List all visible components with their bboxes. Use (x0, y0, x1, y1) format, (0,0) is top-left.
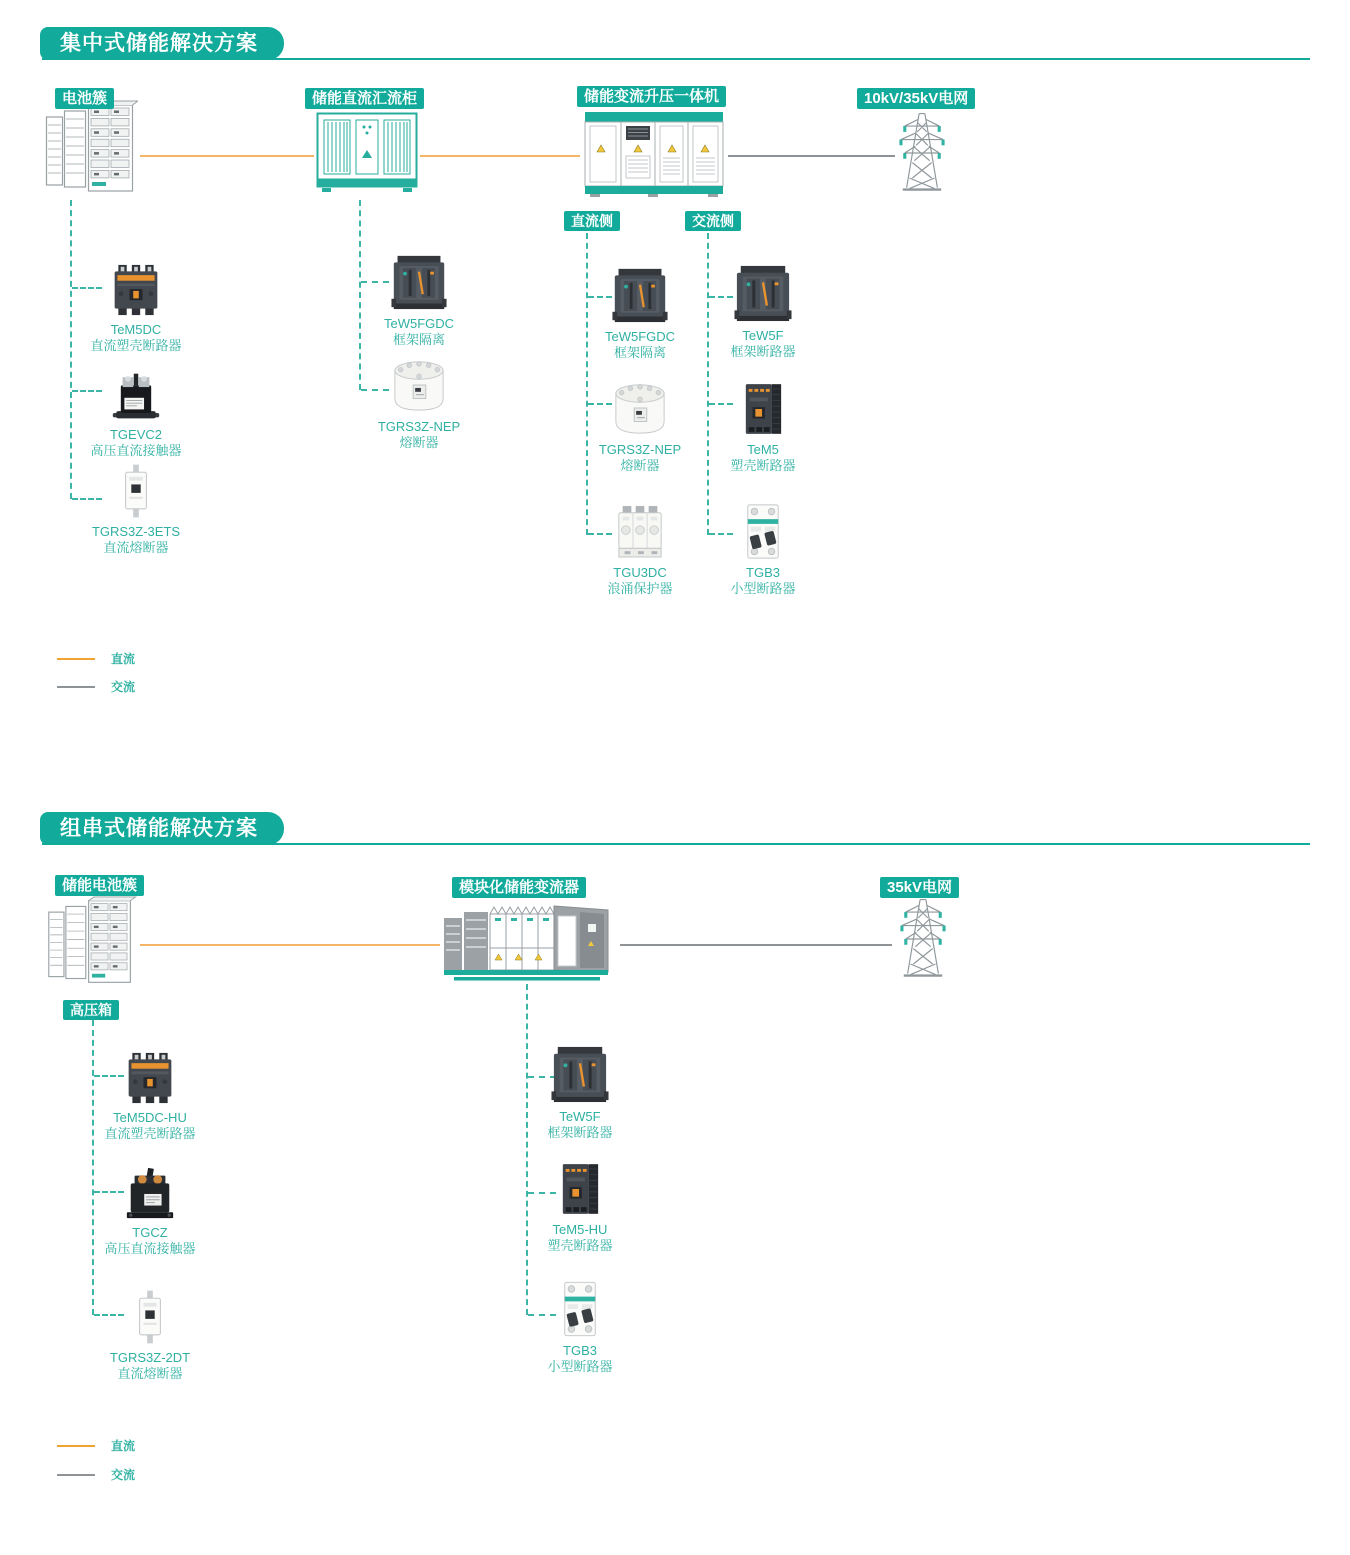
dc-legend-line (57, 658, 95, 660)
product-tem5-hu: TeM5-HU 塑壳断路器 (520, 1159, 640, 1254)
product-tem5: TeM5 塑壳断路器 (703, 379, 823, 474)
product-tgrs3z-nep: TGRS3Z-NEP 熔断器 (359, 356, 479, 451)
converter-column-connector (526, 984, 528, 1315)
mini-breaker-icon (560, 1280, 600, 1338)
frame-breaker-icon (734, 265, 792, 323)
product-tgcz: TGCZ 高压直流接触器 (90, 1162, 210, 1257)
grid-tag: 10kV/35kV电网 (857, 88, 975, 109)
product-tgevc2: TGEVC2 高压直流接触器 (76, 364, 196, 459)
product-tew5fgdc-dcside: TeW5FGDC 框架隔离 (580, 266, 700, 361)
product-tem5dc-hu: TeM5DC-HU 直流塑壳断路器 (90, 1047, 210, 1142)
grid35-tag: 35kV电网 (880, 877, 959, 898)
mccb-vertical-icon (559, 1159, 601, 1217)
product-tgu3dc: TGU3DC 浪涌保护器 (580, 502, 700, 597)
ac-side-tag: 交流侧 (685, 211, 741, 231)
ac-line-converter-grid (620, 944, 892, 946)
legend-dc: 直流 (57, 650, 135, 667)
dc-fuse-icon (120, 461, 152, 519)
product-tew5fgdc: TeW5FGDC 框架隔离 (359, 253, 479, 348)
mccb-icon (110, 259, 162, 317)
product-tew5f: TeW5F 框架断路器 (703, 265, 823, 360)
ac-legend-line (57, 1474, 95, 1476)
mccb-icon (124, 1047, 176, 1105)
product-tew5f-s2: TeW5F 框架断路器 (520, 1046, 640, 1141)
product-tgrs3z-nep-dcside: TGRS3Z-NEP 熔断器 (580, 379, 700, 474)
dc-line-battery-combiner (140, 155, 314, 157)
battery-rack-icon (44, 896, 138, 993)
dc-legend-line (57, 1445, 95, 1447)
dc-line-battery-converter (140, 944, 440, 946)
combiner-cabinet-icon (316, 112, 418, 203)
hv-dc-contactor-icon (111, 364, 161, 422)
dc-combiner-tag: 储能直流汇流柜 (305, 88, 424, 109)
product-tgb3: TGB3 小型断路器 (703, 502, 823, 597)
ac-line-pcs-grid (728, 155, 895, 157)
dc-fuse-icon (134, 1287, 166, 1345)
hv-box-tag: 高压箱 (63, 1000, 119, 1020)
mccb-vertical-icon (742, 379, 784, 437)
legend-ac: 交流 (57, 1466, 135, 1483)
hv-dc-contactor-icon (123, 1162, 177, 1220)
power-tower-icon (897, 110, 947, 201)
power-tower-icon (898, 896, 948, 987)
pcs-booster-tag: 储能变流升压一体机 (577, 86, 726, 107)
frame-breaker-icon (551, 1046, 609, 1104)
product-tgrs3z-3ets: TGRS3Z-3ETS 直流熔断器 (76, 461, 196, 556)
ac-legend-line (57, 686, 95, 688)
dc-line-combiner-pcs (420, 155, 580, 157)
legend-ac: 交流 (57, 678, 135, 695)
section2-title: 组串式储能解决方案 (40, 812, 284, 845)
battery-column-connector (70, 200, 72, 499)
frame-isolator-icon (391, 253, 447, 311)
mini-breaker-icon (743, 502, 783, 560)
pcs-container-icon (582, 110, 726, 203)
product-tgb3-s2: TGB3 小型断路器 (520, 1280, 640, 1375)
cylinder-fuse-icon (391, 356, 447, 414)
dc-side-tag: 直流侧 (564, 211, 620, 231)
legend-dc: 直流 (57, 1437, 135, 1454)
battery-cluster-tag: 电池簇 (55, 88, 114, 109)
product-tem5dc: TeM5DC 直流塑壳断路器 (76, 259, 196, 354)
storage-battery-cluster-tag: 储能电池簇 (55, 875, 144, 896)
modular-converter-container-icon (442, 902, 614, 987)
product-tgrs3z-2dt: TGRS3Z-2DT 直流熔断器 (90, 1287, 210, 1382)
battery-rack-icon (44, 100, 138, 202)
surge-protector-icon (615, 502, 665, 560)
modular-converter-tag: 模块化储能变流器 (452, 877, 586, 898)
section1-title: 集中式储能解决方案 (40, 27, 284, 60)
frame-isolator-icon (612, 266, 668, 324)
cylinder-fuse-icon (612, 379, 668, 437)
